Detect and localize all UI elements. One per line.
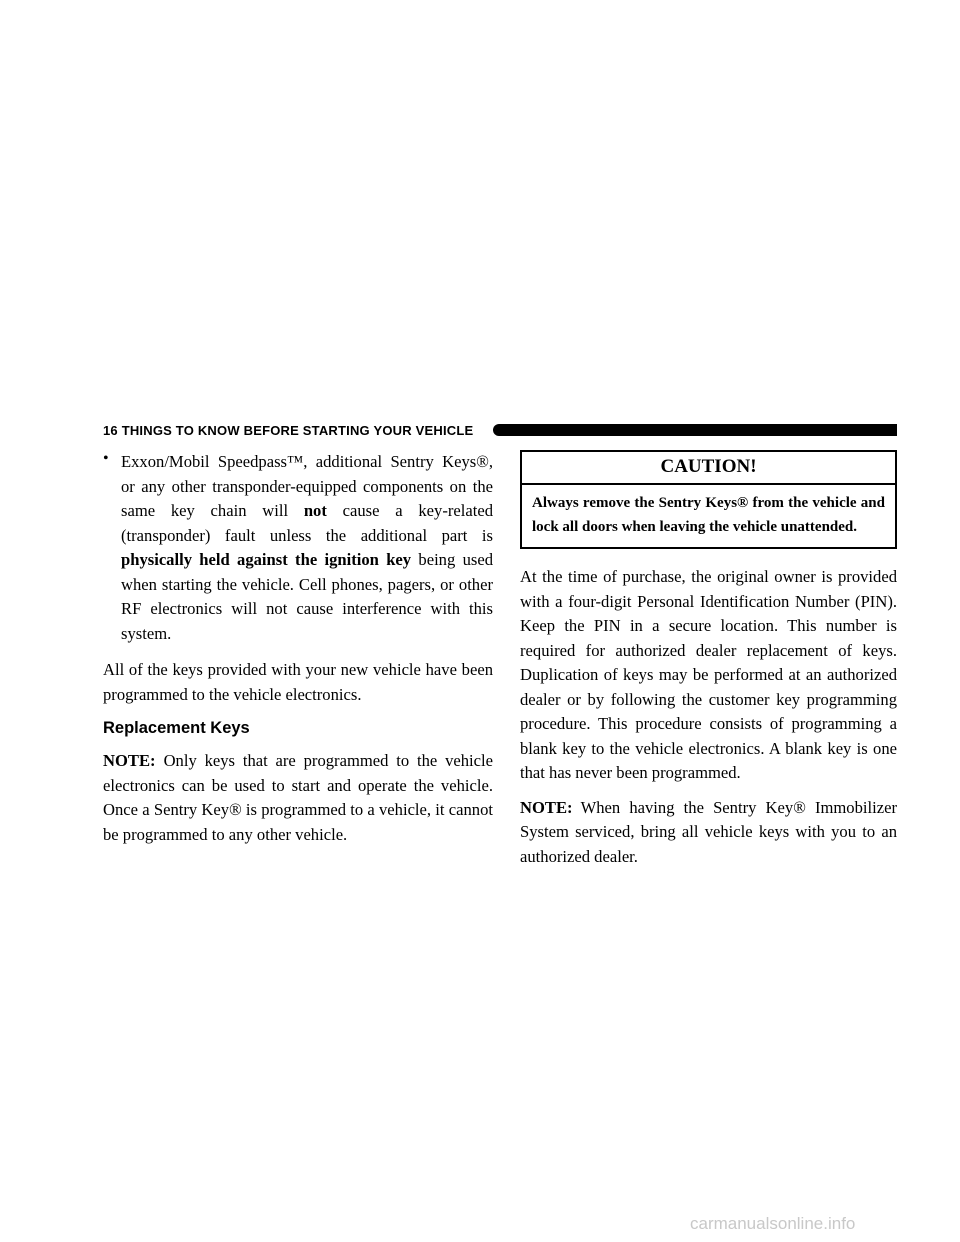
section-title: THINGS TO KNOW BEFORE STARTING YOUR VEHICLE xyxy=(121,423,474,438)
bullet-text: Exxon/Mobil Speedpass™, additional Sentry Keys®, or any other transponder-equipped components on the same key chain will not cause a key-related (transponder) fault unless the additional part is physically held against the ignition key being used when starting the vehicle. Cell phones, pagers, or other RF electronics will not cause interference with this system. xyxy=(121,452,494,643)
bullet-marker: • xyxy=(103,450,109,467)
paragraph: All of the keys provided with your new vehicle have been programmed to the vehicle electronics. xyxy=(103,660,493,704)
header-title xyxy=(103,423,473,438)
paragraph: At the time of purchase, the original owner is provided with a four-digit Personal Identification Number (PIN). Keep the PIN in a secure location. This number is required for authorized dealer replacement of keys. Duplication of keys may be performed at an authorized dealer or by following the customer key programming procedure. This procedure consists of programming a blank key to the vehicle electronics. A blank key is one that has never been programmed. xyxy=(520,567,897,782)
watermark: carmanualsonline.info xyxy=(690,1214,856,1233)
caution-title: CAUTION! xyxy=(522,452,895,485)
header-bar xyxy=(493,424,897,436)
page-header xyxy=(103,421,897,441)
caution-box xyxy=(520,450,897,549)
right-column xyxy=(520,450,897,879)
caution-text: Always remove the Sentry Keys® from the vehicle and lock all doors when leaving the vehicle unattended. xyxy=(532,495,885,535)
note-paragraph xyxy=(520,796,897,870)
note-text: When having the Sentry Key® Immobilizer System serviced, bring all vehicle keys with you to an authorized dealer. xyxy=(520,797,897,866)
section-heading: Replacement Keys xyxy=(103,719,250,737)
note-label: NOTE: xyxy=(103,751,156,770)
note-text: Only keys that are programmed to the vehicle electronics can be used to start and operate the vehicle. Once a Sentry Key® is programmed to a vehicle, it cannot be programmed to any other vehicle. xyxy=(103,751,493,844)
note-paragraph xyxy=(103,749,493,847)
left-column xyxy=(103,450,493,857)
note-label: NOTE: xyxy=(520,797,573,817)
page-number: 16 xyxy=(103,423,118,438)
list-item xyxy=(103,450,493,646)
